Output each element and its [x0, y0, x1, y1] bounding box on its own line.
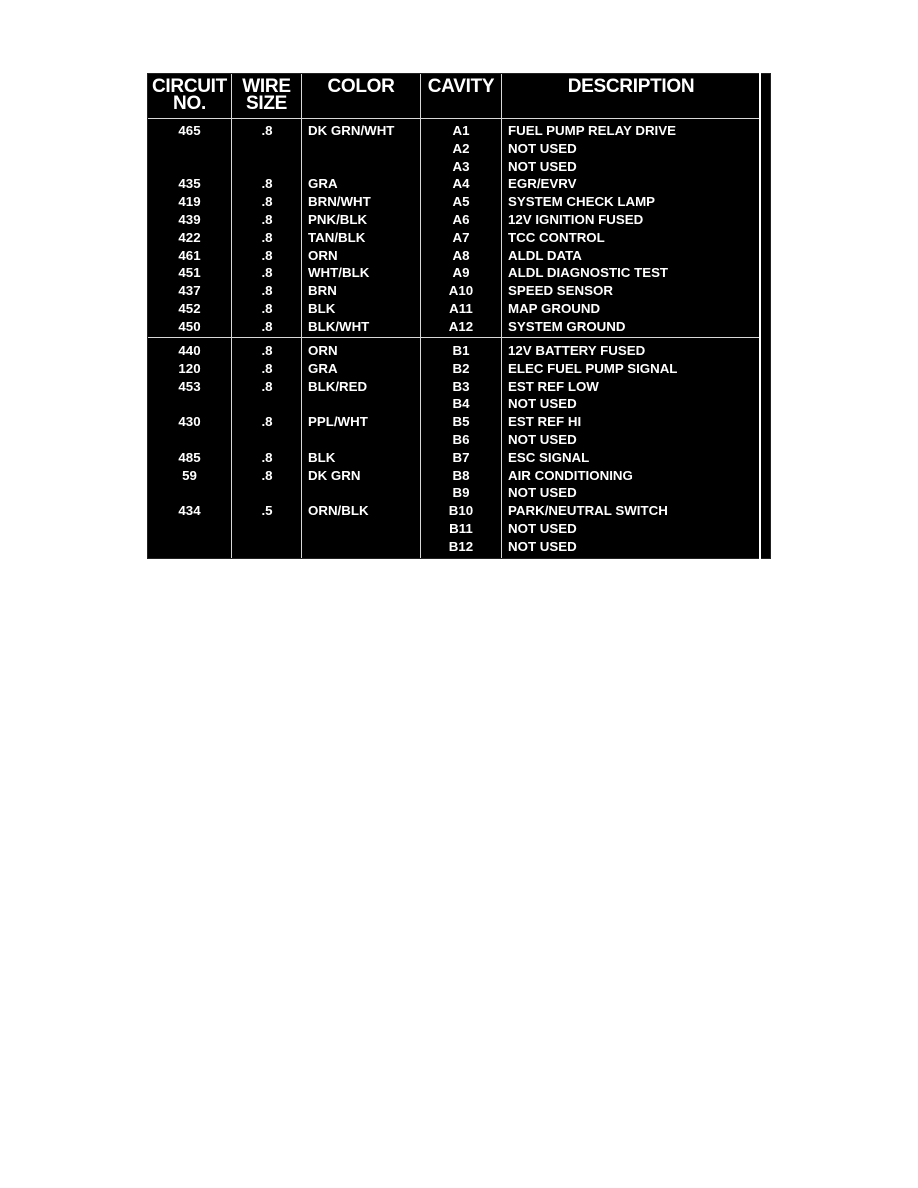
- description-cell: PARK/NEUTRAL SWITCH: [508, 503, 668, 519]
- table-row: [148, 467, 760, 485]
- table-row: [148, 158, 760, 176]
- table-row: [148, 360, 760, 378]
- wire-size-cell: .8: [261, 265, 273, 281]
- header-circuit-line1: CIRCUIT: [152, 76, 227, 97]
- description-cell: SYSTEM GROUND: [508, 318, 626, 334]
- color-cell: BRN/WHT: [308, 194, 371, 210]
- table-row: [148, 193, 760, 211]
- color-cell: BRN: [308, 283, 337, 299]
- circuit-no-cell: 439: [178, 212, 201, 227]
- color-cell: ORN: [308, 247, 338, 263]
- description-cell: AIR CONDITIONING: [508, 467, 633, 483]
- cavity-cell: A5: [452, 194, 470, 210]
- header-divider: [148, 118, 760, 119]
- cavity-cell: B5: [452, 414, 470, 430]
- wire-size-cell: .8: [261, 378, 273, 394]
- cavity-cell: B7: [452, 449, 470, 465]
- color-cell: PPL/WHT: [308, 414, 368, 430]
- header-circuit-line2: NO.: [173, 93, 206, 114]
- description-cell: SPEED SENSOR: [508, 283, 613, 299]
- color-cell: BLK: [308, 301, 336, 316]
- header-description-label: DESCRIPTION: [567, 76, 695, 97]
- table-row: [148, 247, 760, 265]
- header-wire-line1: WIRE: [242, 76, 291, 97]
- color-cell: BLK: [308, 449, 336, 465]
- table-row: [148, 122, 760, 140]
- description-cell: SYSTEM CHECK LAMP: [508, 194, 656, 210]
- wire-size-cell: .8: [261, 360, 273, 376]
- circuit-no-cell: 485: [178, 449, 201, 465]
- color-cell: PNK/BLK: [308, 212, 368, 227]
- table-row: [148, 449, 760, 467]
- cavity-cell: A1: [452, 123, 470, 138]
- cavity-cell: B2: [452, 360, 470, 376]
- description-cell: NOT USED: [508, 140, 577, 156]
- cavity-cell: A8: [452, 247, 470, 263]
- wire-size-cell: .8: [261, 414, 273, 430]
- circuit-no-cell: 435: [178, 176, 201, 192]
- description-cell: 12V IGNITION FUSED: [508, 212, 644, 227]
- wire-size-cell: .8: [261, 449, 273, 465]
- description-cell: TCC CONTROL: [508, 229, 605, 245]
- circuit-no-cell: 419: [178, 194, 201, 210]
- cavity-cell: B3: [452, 378, 470, 394]
- circuit-no-cell: 120: [178, 360, 201, 376]
- description-cell: EGR/EVRV: [508, 176, 577, 192]
- color-cell: DK GRN: [308, 467, 361, 483]
- table-row: [148, 538, 760, 556]
- description-cell: EST REF HI: [508, 414, 582, 430]
- circuit-no-cell: 465: [178, 123, 201, 138]
- wire-size-cell: .8: [261, 247, 273, 263]
- table-row: [148, 318, 760, 336]
- table-row: [148, 520, 760, 538]
- header-color: [302, 78, 420, 95]
- table-row: [148, 300, 760, 318]
- description-cell: 12V BATTERY FUSED: [508, 343, 646, 358]
- circuit-no-cell: 434: [178, 503, 201, 519]
- wire-size-cell: .8: [261, 176, 273, 192]
- connector-pinout-table: [147, 73, 771, 559]
- color-cell: DK GRN/WHT: [308, 123, 395, 138]
- cavity-cell: B4: [452, 396, 470, 412]
- cavity-cell: A11: [449, 301, 473, 316]
- circuit-no-cell: 59: [182, 467, 197, 483]
- circuit-no-cell: 461: [178, 247, 201, 263]
- circuit-no-cell: 453: [178, 378, 201, 394]
- table-row: [148, 342, 760, 360]
- wire-size-cell: .8: [261, 467, 273, 483]
- description-cell: NOT USED: [508, 538, 577, 554]
- cavity-cell: A10: [448, 283, 474, 299]
- wire-size-cell: .8: [261, 301, 273, 316]
- circuit-no-cell: 452: [178, 301, 201, 316]
- table-row: [148, 378, 760, 396]
- circuit-no-cell: 437: [178, 283, 201, 299]
- circuit-no-cell: 430: [178, 414, 201, 430]
- description-cell: ELEC FUEL PUMP SIGNAL: [508, 360, 678, 376]
- description-cell: ALDL DATA: [508, 247, 582, 263]
- cavity-cell: B6: [452, 432, 470, 447]
- description-cell: NOT USED: [508, 158, 577, 174]
- wire-size-cell: .8: [261, 318, 273, 334]
- cavity-cell: B11: [449, 521, 473, 536]
- table-row: [148, 264, 760, 282]
- cavity-cell: A7: [452, 229, 470, 245]
- description-cell: FUEL PUMP RELAY DRIVE: [508, 123, 676, 138]
- description-cell: ESC SIGNAL: [508, 449, 590, 465]
- table-right-rule: [759, 73, 761, 559]
- table-row: [148, 395, 760, 413]
- table-row: [148, 229, 760, 247]
- cavity-cell: A3: [452, 158, 470, 174]
- wire-size-cell: .8: [261, 194, 273, 210]
- table-row: [148, 484, 760, 502]
- table-row: [148, 282, 760, 300]
- color-cell: ORN/BLK: [308, 503, 369, 519]
- color-cell: TAN/BLK: [308, 229, 366, 245]
- circuit-no-cell: 440: [178, 343, 201, 358]
- cavity-cell: B1: [452, 343, 470, 358]
- description-cell: NOT USED: [508, 432, 577, 447]
- description-cell: MAP GROUND: [508, 301, 601, 316]
- cavity-cell: A6: [452, 212, 470, 227]
- table-row: [148, 175, 760, 193]
- description-cell: NOT USED: [508, 521, 577, 536]
- wire-size-cell: .8: [261, 212, 273, 227]
- table-row: [148, 140, 760, 158]
- color-cell: ORN: [308, 343, 338, 358]
- section-divider: [148, 337, 760, 338]
- header-circuit-no: [148, 78, 231, 112]
- table-row: [148, 502, 760, 520]
- color-cell: GRA: [308, 176, 338, 192]
- cavity-cell: A12: [448, 318, 474, 334]
- cavity-cell: B8: [452, 467, 470, 483]
- color-cell: BLK/WHT: [308, 318, 370, 334]
- table-row: [148, 431, 760, 449]
- description-cell: EST REF LOW: [508, 378, 599, 394]
- circuit-no-cell: 422: [178, 229, 201, 245]
- cavity-cell: A4: [452, 176, 470, 192]
- header-cavity-label: CAVITY: [427, 76, 495, 97]
- cavity-cell: B12: [448, 538, 474, 554]
- header-description: [502, 78, 760, 95]
- color-cell: WHT/BLK: [308, 265, 370, 281]
- description-cell: ALDL DIAGNOSTIC TEST: [508, 265, 669, 281]
- cavity-cell: A9: [452, 265, 470, 281]
- table-row: [148, 211, 760, 229]
- header-cavity: [421, 78, 501, 95]
- circuit-no-cell: 450: [178, 318, 201, 334]
- cavity-cell: B10: [448, 503, 474, 519]
- table-row: [148, 413, 760, 431]
- header-wire-size: [232, 78, 301, 112]
- description-cell: NOT USED: [508, 396, 577, 412]
- cavity-cell: A2: [452, 140, 470, 156]
- cavity-cell: B9: [452, 485, 470, 501]
- header-color-label: COLOR: [327, 76, 395, 97]
- header-wire-line2: SIZE: [245, 93, 288, 114]
- description-cell: NOT USED: [508, 485, 577, 501]
- wire-size-cell: .8: [261, 123, 273, 138]
- color-cell: BLK/RED: [308, 378, 368, 394]
- wire-size-cell: .8: [261, 283, 273, 299]
- wire-size-cell: .8: [261, 229, 273, 245]
- wire-size-cell: .5: [261, 503, 273, 519]
- color-cell: GRA: [308, 360, 338, 376]
- wire-size-cell: .8: [261, 343, 273, 358]
- circuit-no-cell: 451: [178, 265, 201, 281]
